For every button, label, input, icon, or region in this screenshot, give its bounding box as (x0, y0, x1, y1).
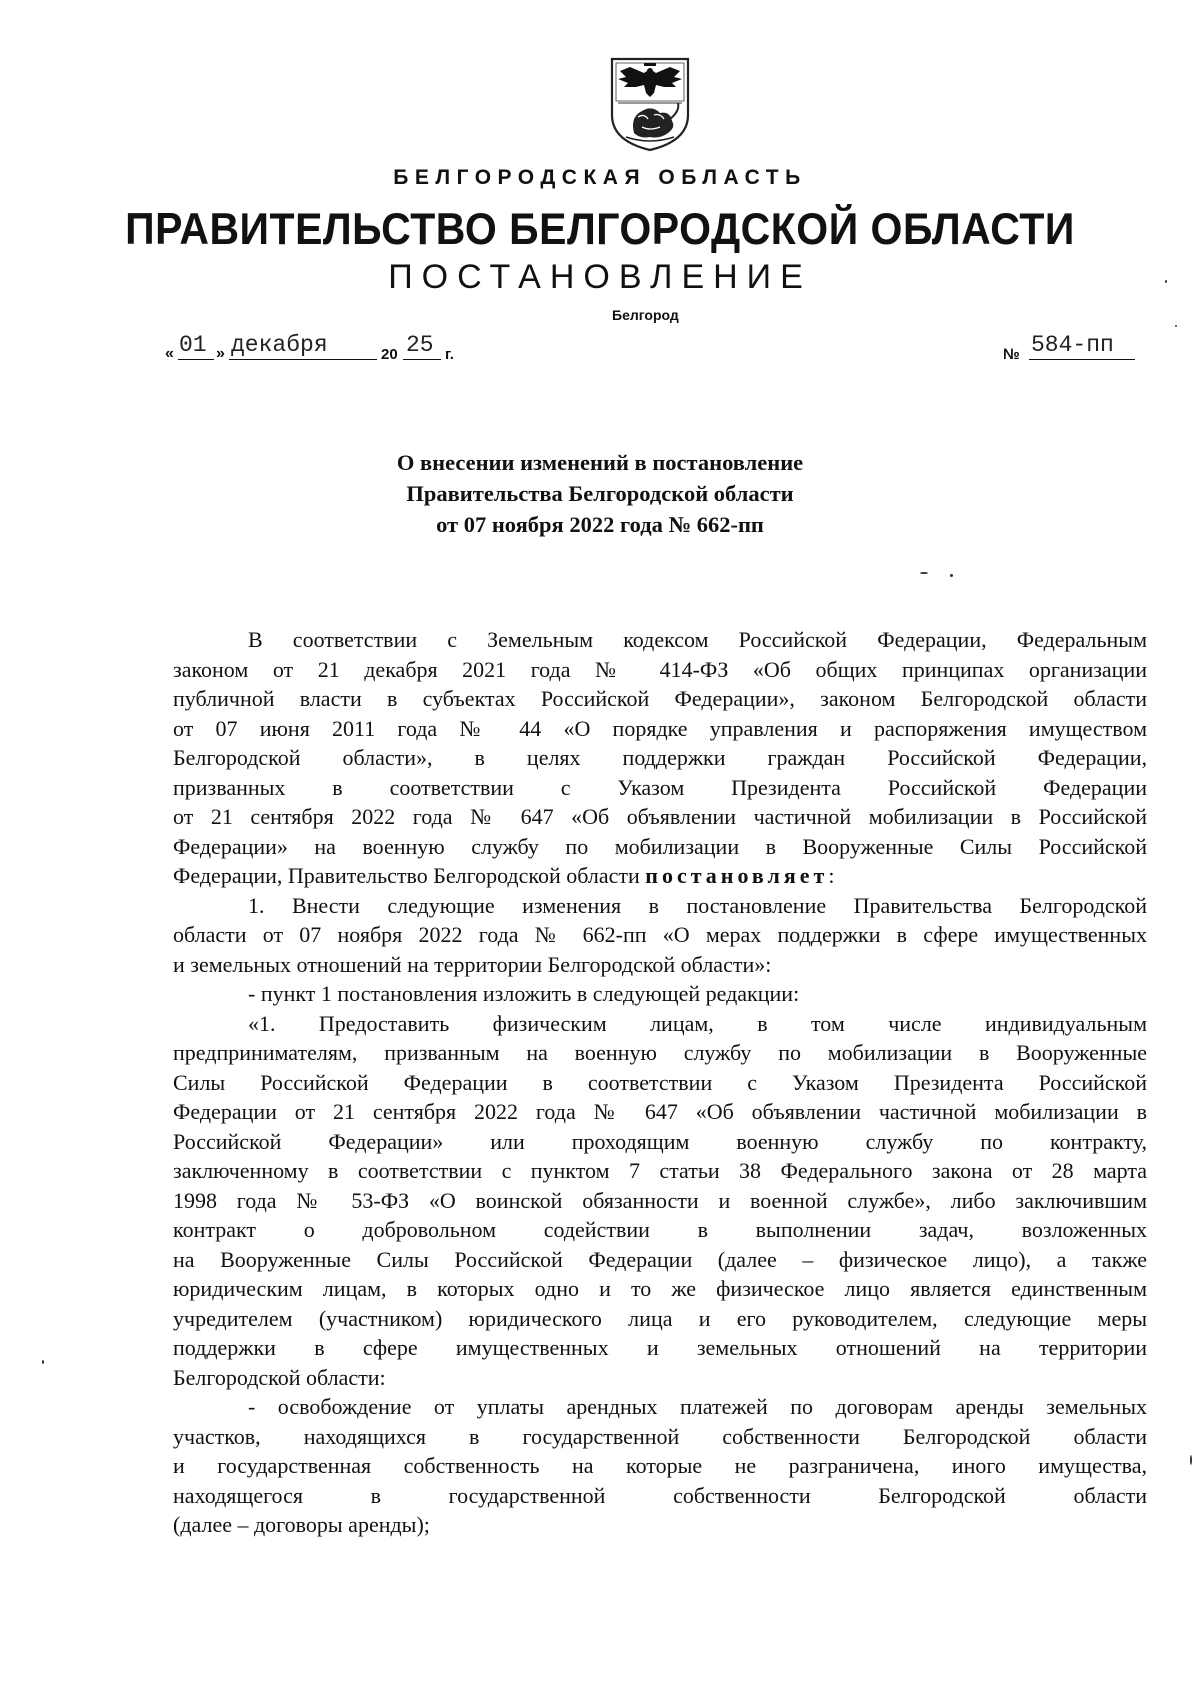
body-line: Федерации» на военную службу по мобилизации в Вооруженные Силы Российской (173, 833, 1147, 859)
body-line: (далее – договоры аренды); (173, 1512, 430, 1537)
body-line: и земельных отношений на территории Белгородской области»: (173, 951, 772, 977)
body-line: области от 07 ноября 2022 года № 662-пп «О мерах поддержки в сфере имущественных (173, 922, 1147, 947)
date-year-suffix: г. (445, 346, 454, 363)
scan-speck (920, 572, 928, 574)
date-close-quote: » (216, 345, 225, 362)
coat-of-arms-emblem (608, 55, 692, 153)
document-type-heading: ПОСТАНОВЛЕНИЕ (388, 258, 812, 296)
body-line: призванных в соответствии с Указом Президента Российской Федерации (173, 774, 1147, 800)
date-century: 20 (381, 346, 398, 363)
document-title (0, 447, 1200, 540)
body-line: - освобождение от уплаты арендных платежей по договорам аренды земельных (248, 1394, 1147, 1419)
body-line: публичной власти в субъектах Российской Федерации», законом Белгородской области (173, 686, 1147, 711)
document-number (1003, 330, 1133, 366)
scan-speck (1165, 280, 1167, 283)
city-label: Белгород (612, 307, 679, 323)
body-line: учредителем (участником) юридического лица и его руководителем, следующие меры (173, 1305, 1147, 1331)
body-line: «1. Предоставить физическим лицам, в том числе индивидуальным (248, 1010, 1147, 1036)
document-body (173, 625, 1147, 1540)
date-open-quote: « (165, 345, 174, 362)
document-date (165, 330, 525, 366)
body-line: законом от 21 декабря 2021 года № 414-ФЗ «Об общих принципах организации (173, 656, 1147, 682)
body-line: Белгородской области», в целях поддержки граждан Российской Федерации, (173, 745, 1147, 770)
title-line: О внесении изменений в постановление (396, 450, 804, 475)
body-line: от 07 июня 2011 года № 44 «О порядке управления и распоряжения имуществом (173, 715, 1147, 741)
number-value: 584-пп (1031, 332, 1114, 358)
date-year: 25 (406, 332, 434, 358)
date-month: декабря (231, 332, 328, 358)
title-line: Правительства Белгородской области (406, 481, 794, 506)
title-line: от 07 ноября 2022 года № 662-пп (436, 512, 764, 537)
scan-speck (1175, 325, 1177, 327)
body-line-text: Федерации, Правительство Белгородской области (173, 863, 646, 888)
body-line: В соответствии с Земельным кодексом Российской Федерации, Федеральным (248, 627, 1147, 652)
number-prefix: № (1003, 346, 1020, 363)
date-day: 01 (179, 332, 207, 358)
body-line: от 21 сентября 2022 года № 647 «Об объявлении частичной мобилизации в Российской (173, 804, 1147, 829)
scan-speck (42, 1360, 44, 1364)
body-line: находящегося в государственной собственности Белгородской области (173, 1482, 1147, 1508)
body-line: - пункт 1 постановления изложить в следующей редакции: (248, 981, 800, 1006)
body-line: Белгородской области: (173, 1364, 386, 1390)
body-line: 1998 года № 53-ФЗ «О воинской обязанности и военной службе», либо заключившим (173, 1187, 1147, 1213)
body-line: поддержки в сфере имущественных и земельных отношений на территории (173, 1335, 1147, 1360)
date-year-underline (403, 359, 441, 360)
body-line: Силы Российской Федерации в соответствии с Указом Президента Российской (173, 1069, 1147, 1095)
body-line-text: : (828, 863, 835, 888)
body-line: Российской Федерации» или проходящим военную службу по контракту, (173, 1128, 1147, 1154)
government-heading: ПРАВИТЕЛЬСТВО БЕЛГОРОДСКОЙ ОБЛАСТИ (125, 204, 1075, 254)
body-line: контракт о добровольном содействии в выполнении задач, возложенных (173, 1217, 1147, 1242)
scan-speck (1190, 1455, 1192, 1465)
number-underline (1029, 359, 1135, 360)
decree-word: постановляет (645, 863, 829, 888)
body-line (173, 861, 1147, 891)
region-heading: БЕЛГОРОДСКАЯ ОБЛАСТЬ (393, 166, 807, 189)
date-month-underline (229, 359, 377, 360)
body-line: Федерации от 21 сентября 2022 года № 647 «Об объявлении частичной мобилизации в (173, 1099, 1147, 1124)
body-line: на Вооруженные Силы Российской Федерации (далее – физическое лицо), а также (173, 1246, 1147, 1272)
body-line: участков, находящихся в государственной собственности Белгородской области (173, 1423, 1147, 1449)
body-line: 1. Внести следующие изменения в постановление Правительства Белгородской (248, 892, 1147, 918)
scan-speck (950, 574, 953, 577)
body-line: и государственная собственность на которые не разграничена, иного имущества, (173, 1453, 1147, 1478)
body-line: юридическим лицам, в которых одно и то же физическое лицо является единственным (173, 1276, 1147, 1301)
body-line: заключенному в соответствии с пунктом 7 статьи 38 Федерального закона от 28 марта (173, 1158, 1147, 1183)
date-day-underline (178, 359, 214, 360)
body-line: предпринимателям, призванным на военную службу по мобилизации в Вооруженные (173, 1040, 1147, 1065)
